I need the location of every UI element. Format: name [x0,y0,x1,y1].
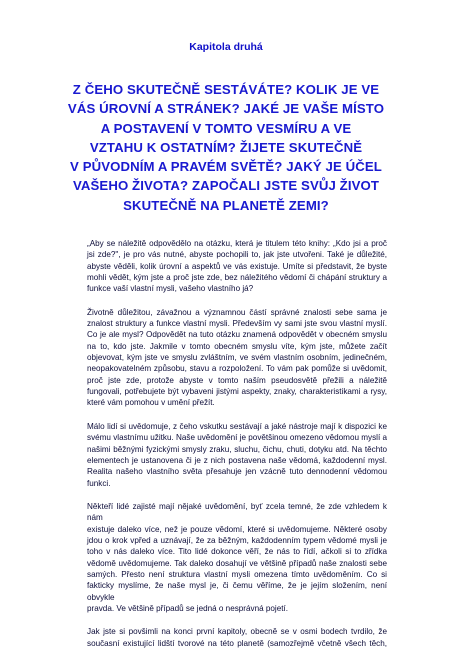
paragraph [87,626,387,649]
heading-line: Z ČEHO SKUTEČNĚ SESTÁVÁTE? KOLIK JE VE [72,82,380,97]
heading-line: V PŮVODNÍM A PRAVÉM SVĚTĚ? JAKÝ JE ÚČEL [70,159,382,175]
heading-line: VZTAHU K OSTATNÍM? ŽIJETE SKUTEČNĚ [89,139,363,155]
heading-line: VAŠEHO ŽIVOTA? ZAPOČALI JSTE SVŮJ ŽIVOT [72,178,380,194]
text-line: Málo lidí si uvědomuje, z čeho vskutku sestávají a jaké nástroje mají k dispozici ke [87,421,387,431]
text-line: znalost struktury a funkce vlastní mysli. Především vy sami jste svou vlastní myslí. [87,319,387,329]
text-line: jsi zde?", je pro vás nutné, abyste pochopili to, jak jste utvořeni. Také je důležité, [87,250,387,260]
text-line: pravda. Ve většině případů se jedná o nesprávná pojetí. [87,603,289,613]
text-line: fungovali, potřebujete být vybaveni jistými aspekty, znaky, charakteristikami a rysy, [87,387,387,397]
text-line: současní existující lidští tvorové na této planetě (samozřejmě včetně všech těch, [87,638,387,648]
heading-line: SKUTEČNĚ NA PLANETĚ ZEMI? [123,197,329,213]
text-line: svému vlastnímu užitku. Naše uvědomění je povětšinou omezeno vědomou myslí a [87,433,387,443]
text-line: proč jste zde, protože abyste v tomto naším pseudosvětě přežili a náležitě [87,375,387,385]
text-line: našimi běžnými fyzickými smysly zraku, sluchu, čichu, chuti, dotyku atd. Na těchto [87,444,387,454]
text-line: elementech je ustanovena či je z nich postavena naše vědomá, každodenní mysl. [87,455,387,465]
text-line: Realita našeho vlastního světa přesahuje jen vzácně tuto dennodenní vědomou [87,467,387,477]
text-line: „Aby se náležitě odpovědělo na otázku, která je titulem této knihy: „Kdo jsi a proč [87,239,387,248]
paragraph [87,501,387,614]
text-line: na to, kdo jste. Jakmile v tomto obecném smyslu víte, kým jste, můžete začít [87,341,387,351]
paragraph [87,307,387,409]
text-line: které vám pomohou v umění přežít. [87,398,215,408]
text-line: jdou o krok vpřed a uznávají, že za běžným, každodenním typem vědomé mysli je [87,535,387,545]
heading-line: A POSTAVENÍ V TOMTO VESMÍRU A VE [100,120,352,136]
text-line: toho v nás daleko více. Tito lidé dokonce věří, že nás to řídí, ačkoli si to zřídka [87,547,387,557]
text-line: neopakovatelném způsobu, stavu a rozpoložení. To vám pak pomůže si uvědomit, [87,364,387,374]
text-line: objevovat, kým jste ve smyslu zvláštním, ve svém vlastním osobním, jedinečném, [87,353,387,363]
chapter-label: Kapitola druhá [189,41,263,53]
text-line: Jak jste si povšimli na konci první kapitoly, obecně se v osmi bodech tvrdilo, že [87,627,387,637]
text-line: Někteří lidé zajisté mají nějaké uvědomění, byť zcela temné, že zde vzhledem k nám [87,501,387,523]
text-line: abyste věděli, kolik úrovní a aspektů ve vás existuje. Umíte si představit, že byste [87,261,387,271]
text-line: Životně důležitou, závažnou a významnou částí správné znalosti sebe sama je [87,307,387,317]
text-line: samých. Přesto není struktura vlastní mysli omezena tímto uvědoměním. Co si [87,569,387,579]
text-line: mohli vědět, kým jste a proč jste zde, bez náležitého vědomí či chápání struktury a [87,273,387,283]
paragraph [87,421,387,489]
text-line: vědomě uvědomujeme. Tak daleko dosahují ve většině případů naše znalosti sebe [87,558,387,568]
text-line: existuje daleko více, než je pouze vědomí, které si uvědomujeme. Některé osoby [87,524,387,534]
text-line: funkce vaší vlastní mysli, vašeho vlastního já? [87,284,254,294]
text-line: fakticky myslíme, že naše mysl je, či čemu věříme, že je jejím složením, není obvykle [87,581,387,602]
text-line: Co je ale mysl? Odpovědět na tuto otázku znamená odpovědět v obecném smyslu [87,330,387,340]
chapter-heading [20,80,432,215]
paragraph [87,238,387,295]
text-line: funkci. [87,478,111,488]
body-text [87,238,387,661]
heading-line: VÁS ÚROVNÍ A STRÁNEK? JAKÉ JE VAŠE MÍSTO [67,101,385,117]
